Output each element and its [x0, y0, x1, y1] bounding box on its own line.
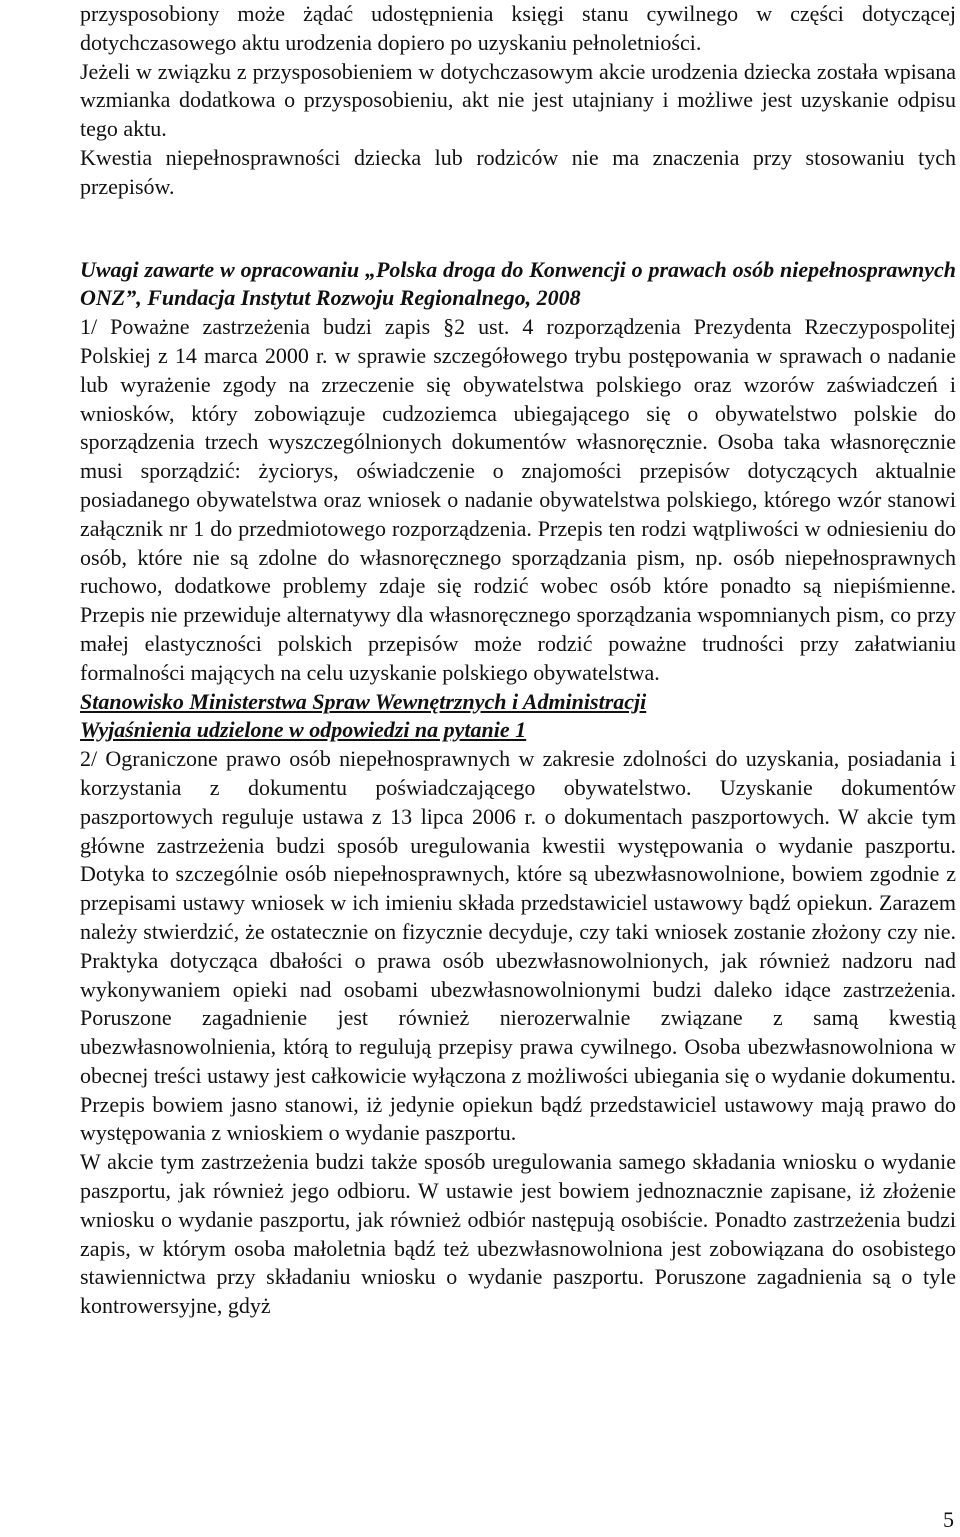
paragraph-citizenship-handwriting: 1/ Poważne zastrzeżenia budzi zapis §2 ust. 4 rozporządzenia Prezydenta Rzeczypospolitej Polskiej z 14 marca 2000 r. w sprawie szczegółowego trybu postępowania w sprawach o nadanie lub wyrażenie zgody na zrzeczenie się obywatelstwa polskiego oraz wzorów zaświadczeń i wniosków, który zobowiązuje cudzoziemca ubiegającego się o obywatelstwo polskie do sporządzenia trzech wyszczególnionych dokumentów własnoręcznie. Osoba taka własnoręcznie musi sporządzić: życiorys, oświadczenie o znajomości przepisów dotyczących aktualnie posiadanego obywatelstwa oraz wniosek o nadanie obywatelstwa polskiego, którego wzór stanowi załącznik nr 1 do przedmiotowego rozporządzenia. Przepis ten rodzi wątpliwości w odniesieniu do osób, które nie są zdolne do własnoręcznego sporządzania pism, np. osób niepełnosprawnych ruchowo, dodatkowe problemy zdaje się rodzić wobec osób które ponadto są niepiśmienne. Przepis nie przewiduje alternatywy dla własnoręcznego sporządzania wspomnianych pism, co przy małej elastyczności polskich przepisów może rodzić poważne trudności przy załatwianiu formalności mających na celu uzyskanie polskiego obywatelstwa. — [80, 314, 956, 685]
paragraph-disability-note: Kwestia niepełnosprawności dziecka lub rodziców nie ma znaczenia przy stosowaniu tych przepisów. — [80, 144, 956, 199]
document-page — [80, 0, 956, 1321]
paragraph-passport-procedure: W akcie tym zastrzeżenia budzi także sposób uregulowania samego składania wniosku o wydanie paszportu, jak również jego odbioru. W ustawie jest bowiem jednoznacznie zapisane, iż złożenie wniosku o wydanie paszportu, jak również odbiór następują osobiście. Ponadto zastrzeżenia budzi zapis, w którym osoba małoletnia bądź też ubezwłasnowolniona jest zobowiązana do osobistego stawiennictwa przy składaniu wniosku o wydanie paszportu. Poruszone zagadnienia są o tyle kontrowersyjne, gdyż — [80, 1149, 956, 1319]
paragraph-adoption-annotation: Jeżeli w związku z przysposobieniem w dotychczasowym akcie urodzenia dziecka została wpisana wzmianka dodatkowa o przysposobieniu, akt nie jest utajniany i możliwe jest uzyskanie odpisu tego aktu. — [80, 58, 956, 142]
page-number: 5 — [943, 1507, 954, 1532]
paragraph-adoption-access: przysposobiony może żądać udostępnienia księgi stanu cywilnego w części dotyczącej dotychczasowego aktu urodzenia dopiero po uzyskaniu pełnoletniości. — [80, 1, 956, 55]
heading-report-remarks: Uwagi zawarte w opracowaniu „Polska droga do Konwencji o prawach osób niepełnosprawnych ONZ”, Fundacja Instytut Rozwoju Regionalnego, 2008 — [80, 256, 956, 311]
section-gap — [80, 202, 956, 256]
heading-explanations: Wyjaśnienia udzielone w odpowiedzi na pytanie 1 — [80, 717, 527, 743]
heading-ministry-position: Stanowisko Ministerstwa Spraw Wewnętrznych i Administracji — [80, 688, 647, 714]
paragraph-passport-rights: 2/ Ograniczone prawo osób niepełnosprawnych w zakresie zdolności do uzyskania, posiadania i korzystania z dokumentu poświadczającego obywatelstwo. Uzyskanie dokumentów paszportowych reguluje ustawa z 13 lipca 2006 r. o dokumentach paszportowych. W akcie tym główne zastrzeżenia budzi sposób uregulowania kwestii występowania o wydanie paszportu. Dotyka to szczególnie osób niepełnosprawnych, które są ubezwłasnowolnione, bowiem zgodnie z przepisami ustawy wniosek w ich imieniu składa przedstawiciel ustawowy bądź opiekun. Zarazem należy stwierdzić, że ostatecznie on fizycznie decyduje, czy taki wniosek zostanie złożony czy nie. Praktyka dotycząca dbałości o prawa osób ubezwłasnowolnionych, jak również nadzoru nad wykonywaniem opieki nad osobami ubezwłasnowolnionymi budzi daleko idące zastrzeżenia. Poruszone zagadnienie jest również nierozerwalnie związane z samą kwestią ubezwłasnowolnienia, którą to regulują przepisy prawa cywilnego. Osoba ubezwłasnowolniona w obecnej treści ustawy jest całkowicie wyłączona z możliwości ubiegania się o wydanie dokumentu. Przepis bowiem jasno stanowi, iż jedynie opiekun bądź przedstawiciel ustawowy mają prawo do występowania z wnioskiem o wydanie paszportu. — [80, 746, 956, 1146]
